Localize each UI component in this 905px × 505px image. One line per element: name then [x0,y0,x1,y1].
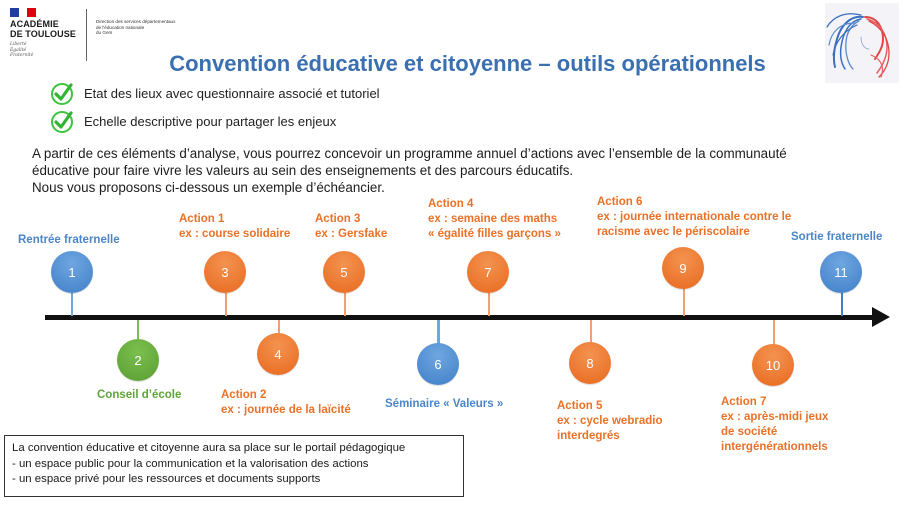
academy-line-2: DE TOULOUSE [10,29,76,39]
node-stem [225,293,227,316]
label-line: intergénérationnels [721,441,828,453]
label-line: ex : course solidaire [179,228,291,240]
label-line: Rentrée fraternelle [18,234,120,246]
node-stem [278,320,280,334]
infobox-line-3: - un espace privé pour les ressources et documents supports [12,473,321,485]
infobox-line-2: - un espace public pour la communication et la valorisation des actions [12,457,369,470]
intro-line-2: éducative pour faire vivre les valeurs au sein des enseignements et des parcours éducatifs. [32,163,574,178]
node-1-label [18,233,120,248]
timeline-node-10: 10 [752,344,794,386]
direction-line-3: du Gers [96,30,113,36]
node-2-label [97,388,181,403]
label-line: Action 5 [557,400,603,412]
timeline-node-11: 11 [820,251,862,293]
timeline-node-6: 6 [417,343,459,385]
node-stem [137,320,139,340]
motto-fraternite: Fraternité [10,53,34,58]
motto-egalite: Égalité [10,47,27,53]
motto-liberte: Liberté [10,42,27,47]
node-9-label [597,195,791,240]
label-line: Sortie fraternelle [791,231,883,243]
infobox-line-1: La convention éducative et citoyenne aura sa place sur le portail pédagogique [12,442,406,454]
academy-line-1: ACADÉMIE [10,19,59,29]
node-stem [437,320,440,344]
label-line: Séminaire « Valeurs » [385,398,504,410]
label-line: Action 1 [179,213,225,225]
direction-line-1: Direction des services départementaux [96,19,176,24]
label-line: Conseil d’école [97,389,182,401]
intro-line-1: A partir de ces éléments d’analyse, vous pourrez concevoir un programme annuel d’actions avec l’ensemble de la communauté [32,146,787,161]
timeline-axis [45,315,883,320]
node-4-label [221,388,351,418]
timeline-node-7: 7 [467,251,509,293]
node-stem [590,320,592,343]
timeline-node-9: 9 [662,247,704,289]
timeline-arrow-icon [872,307,890,327]
check-circle-icon [50,109,74,133]
label-line: de société [721,426,778,438]
node-6-label [385,397,503,412]
label-line: « égalité filles garçons » [428,228,561,240]
node-stem [773,320,775,345]
check-circle-icon [50,81,74,105]
label-line: Action 6 [597,196,643,208]
timeline-node-5: 5 [323,251,365,293]
node-10-label [721,395,828,455]
label-line: interdegrés [557,430,620,442]
node-stem [683,288,685,316]
intro-paragraph [32,145,882,196]
timeline-node-4: 4 [257,333,299,375]
label-line: ex : semaine des maths [428,213,558,225]
checklist-item-echelle [50,109,336,133]
checklist-text: Echelle descriptive pour partager les enjeux [84,113,337,129]
label-line: Action 7 [721,396,767,408]
node-11-label [791,230,882,245]
timeline-node-8: 8 [569,342,611,384]
timeline-node-3: 3 [204,251,246,293]
label-line: Action 2 [221,389,267,401]
node-stem [841,293,843,316]
republic-flag-icon [10,8,36,17]
page-title: Convention éducative et citoyenne – outils opérationnels [169,51,766,76]
label-line: racisme avec le périscolaire [597,226,750,238]
timeline-node-2: 2 [117,339,159,381]
node-stem [488,293,490,316]
portal-info-box [4,435,464,497]
label-line: ex : journée internationale contre le [597,211,792,223]
label-line: ex : cycle webradio [557,415,663,427]
node-stem [344,293,346,316]
node-3-label [179,212,290,242]
intro-line-3: Nous vous proposons ci-dessous un exemple d’échéancier. [32,180,385,195]
checklist-text: Etat des lieux avec questionnaire associé et tutoriel [84,85,380,101]
node-7-label [428,197,561,242]
label-line: Action 4 [428,198,474,210]
direction-line-2: de l'éducation nationale [96,24,145,30]
timeline-node-1: 1 [51,251,93,293]
checklist-item-etat-des-lieux [50,81,380,105]
node-stem [71,293,73,316]
label-line: ex : Gersfake [315,228,388,240]
direction-label [96,19,175,36]
label-line: ex : journée de la laïcité [221,404,351,416]
node-5-label [315,212,387,242]
label-line: ex : après-midi jeux [721,411,829,423]
node-8-label [557,399,662,444]
academy-name [10,19,76,39]
label-line: Action 3 [315,213,361,225]
